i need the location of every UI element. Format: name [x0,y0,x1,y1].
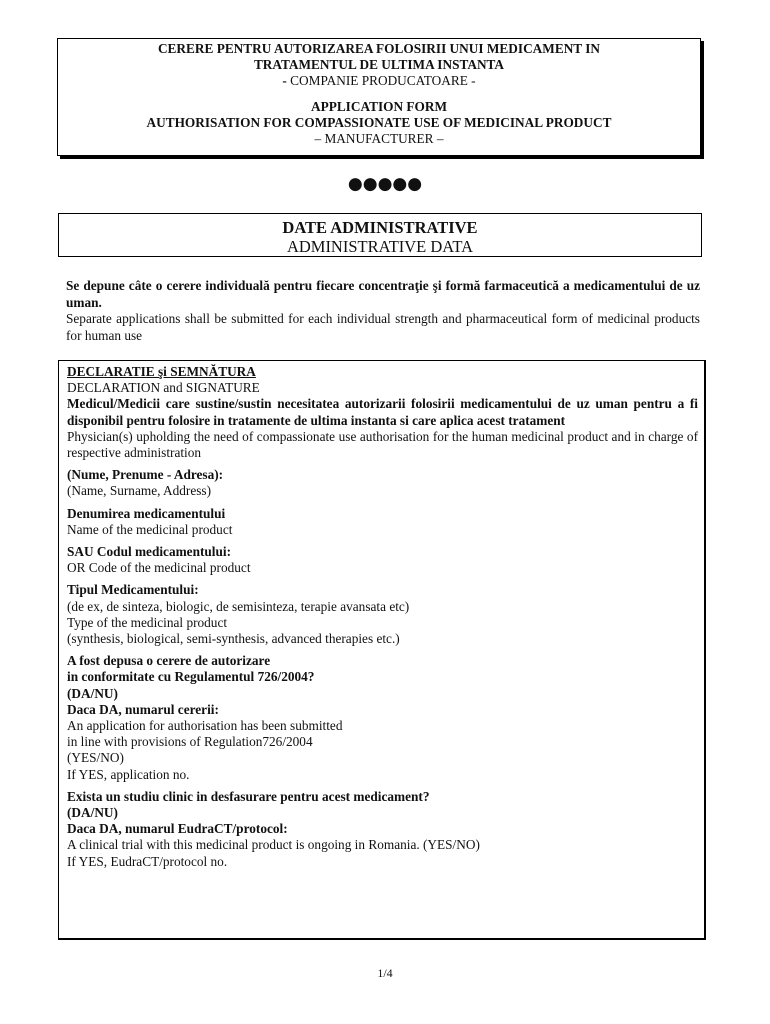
trial-en-line-1: A clinical trial with this medicinal product is ongoing in Romania. (YES/NO) [67,837,480,853]
name-label-ro: (Nume, Prenume - Adresa): [67,467,224,483]
page-number: 1/4 [377,966,393,980]
regulation-en-line-2: in line with provisions of Regulation726/2004 [67,734,313,750]
title-ro-line-3 [58,73,700,89]
regulation-en-line-4: If YES, application no. [67,766,190,782]
admin-heading-en: ADMINISTRATIVE DATA [286,237,474,256]
trial-ro-line-1: Exista un studiu clinic in desfasurare pentru acest medicament? [67,788,430,804]
title-ro-company: COMPANIE PRODUCATOARE - [290,73,476,88]
bullet-separator: ●●●●● [347,174,423,194]
form-title-box [57,38,701,156]
product-type-label-ro: Tipul Medicamentului: [67,582,199,598]
product-type-examples-ro: (de ex, de sinteza, biologic, de semisinteza, terapie avansata etc) [67,598,410,614]
product-type-label-en: Type of the medicinal product [67,614,228,630]
title-ro-dash: - [282,73,291,88]
product-code-label-ro: SAU Codul medicamentului: [67,544,232,560]
product-name-label-ro: Denumirea medicamentului [67,505,226,521]
regulation-ro-line-4: Daca DA, numarul cererii: [67,701,219,717]
title-en-line-2: AUTHORISATION FOR COMPASSIONATE USE OF MEDICINAL PRODUCT [146,115,612,130]
regulation-ro-line-3: (DA/NU) [67,685,118,701]
intro-ro: Se depune câte o cerere individuală pentru fiecare concentraţie şi formă farmaceutică a medicamentului de uz uman. [66,278,700,310]
title-ro-line-2: TRATAMENTUL DE ULTIMA INSTANTA [253,57,505,72]
trial-ro-line-3: Daca DA, numarul EudraCT/protocol: [67,821,288,837]
title-en-line-1: APPLICATION FORM [310,99,448,114]
regulation-ro-line-2: in conformitate cu Regulamentul 726/2004? [67,669,315,685]
title-en-line-3: – MANUFACTURER – [314,131,444,146]
product-code-label-en: OR Code of the medicinal product [67,560,251,576]
clinical-trial-field [67,789,698,870]
physician-text-en: Physician(s) upholding the need of compassionate use authorisation for the human medicinal product and in charge of respective administration [67,428,698,461]
declaration-box [58,360,706,940]
name-label-en: (Name, Surname, Address) [67,483,212,499]
declaration-heading-en: DECLARATION and SIGNATURE [67,380,260,396]
intro-paragraph [66,278,700,344]
trial-ro-line-2: (DA/NU) [67,805,118,821]
physician-text-ro: Medicul/Medicii care sustine/sustin necesitatea autorizarii folosirii medicamentului de uz uman pentru a fi disponibil pentru folosire in tratamente de ultima instanta si care aplica acest tratament [67,396,698,428]
regulation-ro-line-1: A fost depusa o cerere de autorizare [67,653,271,669]
product-type-field [67,582,698,647]
regulation-en-line-3: (YES/NO) [67,750,124,766]
intro-en: Separate applications shall be submitted for each individual strength and pharmaceutical form of medicinal products for human use [66,311,700,343]
regulation-application-field [67,653,698,783]
administrative-data-box [58,213,702,257]
product-type-examples-en: (synthesis, biological, semi-synthesis, advanced therapies etc.) [67,631,400,647]
title-ro-line-1: CERERE PENTRU AUTORIZAREA FOLOSIRII UNUI MEDICAMENT IN [157,41,601,56]
admin-heading-ro: DATE ADMINISTRATIVE [282,218,478,237]
product-code-field [67,544,698,576]
product-name-label-en: Name of the medicinal product [67,521,233,537]
name-field [67,467,698,499]
trial-en-line-2: If YES, EudraCT/protocol no. [67,853,228,869]
declaration-heading-ro: DECLARATIE şi SEMNĂTURA [67,364,256,379]
regulation-en-line-1: An application for authorisation has been submitted [67,718,343,734]
product-name-field [67,506,698,538]
